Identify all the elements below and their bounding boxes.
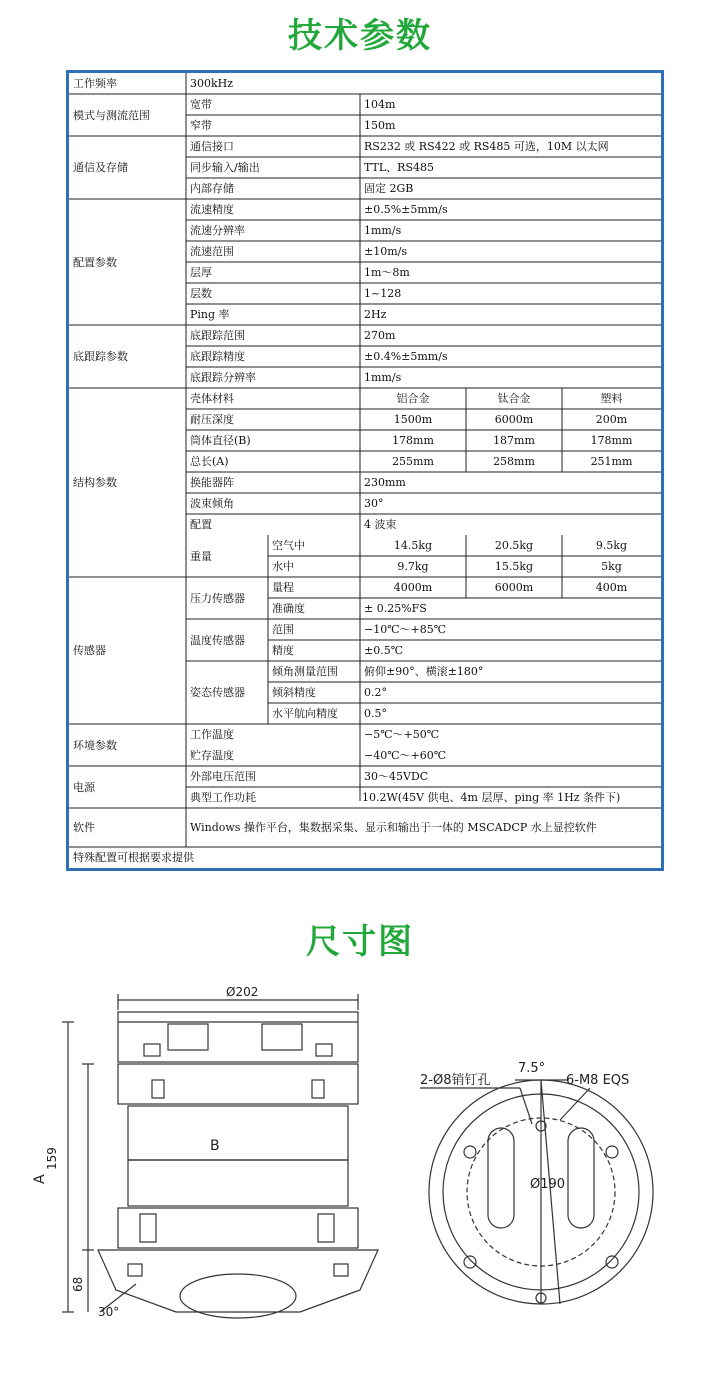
len-label: 总长(A) [190, 455, 229, 468]
att-range-label: 倾角测量范围 [272, 665, 338, 678]
work-temp-value: −5℃～+50℃ [364, 728, 440, 741]
air-v1: 14.5kg [393, 539, 433, 552]
config-value-2: ±10m/s [364, 245, 407, 258]
work-temp-label: 工作温度 [190, 728, 234, 741]
depth-v2: 6000m [494, 413, 534, 426]
diam-v3: 178mm [590, 434, 633, 447]
mode-wide: 宽带 [190, 98, 212, 111]
temp-label: 温度传感器 [190, 633, 245, 647]
pin-holes-label: 2-Ø8销钉孔 [420, 1073, 491, 1088]
comm-sync: 同步输入/输出 [190, 161, 260, 174]
bottom-value-1: ±0.4%±5mm/s [364, 350, 448, 363]
t-range-label: 范围 [272, 623, 294, 636]
footer-note: 特殊配置可根据要求提供 [73, 851, 194, 864]
config-value-1: 1mm/s [364, 224, 402, 237]
p-range-v2: 6000m [494, 581, 534, 594]
config-key-5: Ping 率 [190, 308, 230, 321]
voltage-value: 30～45VDC [364, 770, 429, 783]
t-range-value: −10℃～+85℃ [364, 623, 447, 636]
power-label: 电源 [73, 780, 95, 794]
voltage-label: 外部电压范围 [190, 770, 256, 783]
material-2: 钛合金 [497, 392, 531, 405]
water-label: 水中 [272, 560, 294, 573]
tilt-acc-value: 0.2° [364, 686, 387, 699]
p-range-v1: 4000m [393, 581, 433, 594]
store-temp-value: −40℃～+60℃ [364, 749, 447, 762]
bottom-value-0: 270m [364, 329, 396, 342]
store-temp-label: 贮存温度 [190, 749, 234, 762]
bottom-key-1: 底跟踪精度 [190, 350, 245, 363]
consumption-value: 10.2W(45V 供电、4m 层厚、ping 率 1Hz 条件下) [362, 791, 621, 804]
mode-label: 模式与测流范围 [73, 108, 150, 122]
air-label: 空气中 [272, 539, 305, 552]
angle-label: 30° [98, 1305, 120, 1319]
cfg-label: 配置 [190, 518, 212, 531]
t-acc-value: ±0.5℃ [364, 644, 404, 657]
dim-159-label: 159 [45, 1147, 59, 1170]
bottom-key-0: 底跟踪范围 [190, 329, 245, 342]
config-value-5: 2Hz [364, 308, 387, 321]
p-acc-value: ± 0.25%FS [364, 602, 427, 615]
bottom-value-2: 1mm/s [364, 371, 402, 384]
dim-68-label: 68 [71, 1276, 85, 1292]
config-key-1: 流速分辨率 [190, 224, 245, 237]
water-v1: 9.7kg [397, 560, 429, 573]
t-acc-label: 精度 [272, 644, 294, 657]
p-range-v3: 400m [595, 581, 628, 594]
dia-top-label: Ø202 [226, 985, 259, 999]
bottom-label: 底跟踪参数 [73, 350, 128, 363]
material-1: 铝合金 [396, 392, 430, 405]
p-range-label: 量程 [272, 581, 294, 594]
mode-narrow: 窄带 [190, 119, 212, 132]
mode-wide-value: 104m [364, 98, 396, 111]
air-v2: 20.5kg [494, 539, 534, 552]
depth-v1: 1500m [393, 413, 433, 426]
diam-v1: 178mm [392, 434, 434, 447]
spec-table [66, 70, 664, 871]
att-label: 姿态传感器 [190, 686, 245, 699]
dia-190-label: Ø190 [530, 1177, 566, 1192]
material-3: 塑料 [600, 392, 623, 405]
cfg-value: 4 波束 [364, 518, 397, 531]
config-value-0: ±0.5%±5mm/s [364, 203, 448, 216]
heading-acc-label: 水平航向精度 [272, 707, 338, 720]
p-acc-label: 准确度 [272, 602, 305, 615]
array-value: 230mm [364, 476, 406, 489]
angle-top-label: 7.5° [518, 1061, 546, 1076]
array-label: 换能器阵 [190, 476, 234, 489]
b-label: B [210, 1138, 220, 1154]
air-v3: 9.5kg [595, 539, 628, 552]
dimension-drawing [0, 960, 720, 1384]
comm-label: 通信及存储 [73, 161, 128, 174]
config-key-2: 流速范围 [190, 245, 234, 258]
mode-narrow-value: 150m [364, 119, 396, 132]
sensor-label: 传感器 [73, 644, 106, 657]
weight-label: 重量 [190, 549, 212, 563]
comm-storage: 内部存储 [190, 182, 234, 195]
shell-label: 壳体材料 [190, 392, 234, 405]
software-value: Windows 操作平台，集数据采集、显示和输出于一体的 MSCADCP 水上显控软件 [190, 821, 597, 834]
config-key-4: 层数 [190, 287, 212, 300]
water-v3: 5kg [601, 560, 622, 573]
comm-storage-value: 固定 2GB [364, 182, 414, 195]
comm-iface-value: RS232 或 RS422 或 RS485 可选，10M 以太网 [364, 140, 609, 153]
screws-label: 6-M8 EQS [566, 1073, 630, 1088]
a-label: A [32, 1174, 48, 1184]
dims-heading: 尺寸图 [306, 922, 414, 962]
software-label: 软件 [73, 821, 95, 834]
comm-sync-value: TTL、RS485 [364, 161, 434, 174]
diam-v2: 187mm [493, 434, 535, 447]
len-v2: 258mm [493, 455, 535, 468]
freq-value: 300kHz [190, 77, 234, 90]
water-v2: 15.5kg [494, 560, 534, 573]
struct-label: 结构参数 [73, 476, 117, 489]
bottom-key-2: 底跟踪分辨率 [190, 371, 256, 384]
config-key-3: 层厚 [190, 266, 212, 279]
tilt-acc-label: 倾斜精度 [272, 686, 316, 699]
depth-label: 耐压深度 [190, 413, 234, 426]
beam-label: 波束倾角 [190, 497, 234, 510]
env-label: 环境参数 [73, 738, 117, 752]
config-value-3: 1m～8m [364, 266, 410, 279]
pressure-label: 压力传感器 [190, 591, 245, 605]
len-v3: 251mm [590, 455, 633, 468]
diam-label: 筒体直径(B) [190, 434, 251, 447]
beam-value: 30° [364, 497, 384, 510]
config-label: 配置参数 [73, 255, 117, 269]
consumption-label: 典型工作功耗 [190, 791, 256, 804]
att-range-value: 俯仰±90°、横滚±180° [364, 665, 484, 678]
spec-heading: 技术参数 [288, 16, 432, 56]
config-key-0: 流速精度 [190, 203, 234, 216]
depth-v3: 200m [595, 413, 628, 426]
freq-label: 工作频率 [73, 77, 117, 90]
len-v1: 255mm [392, 455, 434, 468]
heading-acc-value: 0.5° [364, 707, 387, 720]
comm-iface: 通信接口 [190, 140, 234, 153]
config-value-4: 1~128 [364, 287, 402, 300]
